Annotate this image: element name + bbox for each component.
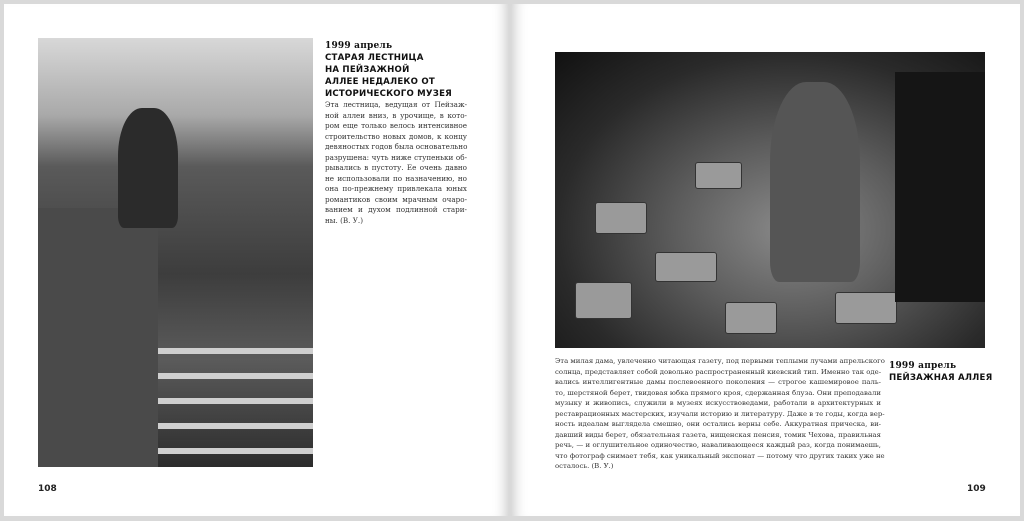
stair-step bbox=[138, 448, 313, 454]
caption-year: 1999 апрель bbox=[325, 41, 393, 51]
right-caption-body bbox=[555, 356, 885, 472]
photo-woman-reading-on-stone-path bbox=[555, 52, 985, 348]
paving-stone bbox=[595, 202, 647, 234]
body-line: не использовали по назначению, но bbox=[325, 173, 467, 183]
left-caption-title bbox=[325, 40, 452, 100]
body-line: ной аллеи вниз, в урочище, в кото- bbox=[325, 110, 467, 120]
caption-year: 1999 апрель bbox=[889, 361, 957, 371]
paving-stone bbox=[725, 302, 777, 334]
bushes bbox=[895, 72, 985, 302]
body-line: Эта милая дама, увлеченно читающая газету, под первыми теплыми лучами апрельского bbox=[555, 357, 885, 365]
body-line: романтиков своим мрачным очаро- bbox=[325, 194, 467, 204]
woman-figure bbox=[770, 82, 860, 282]
body-line: что фотограф снимает тебя, как уникальный экспонат — потому что других таких уже не bbox=[555, 451, 885, 460]
page-number: 108 bbox=[38, 484, 57, 494]
body-line: ванием и духом подлинной стари- bbox=[325, 205, 467, 214]
right-caption-title bbox=[889, 360, 992, 384]
body-line: рывались в пустоту. Ее очень давно bbox=[325, 163, 467, 172]
body-line: строительство новых домов, к концу bbox=[325, 131, 467, 141]
body-line: вались интеллигентные дамы послевоенного поколения — строгое кашемировое паль- bbox=[555, 378, 881, 386]
body-line: музыку и живопись, служили в музеях искусствоведами, работали в архитектурных и bbox=[555, 399, 881, 407]
body-line: ны. (В. У.) bbox=[325, 215, 364, 225]
paving-stone bbox=[695, 162, 742, 189]
body-line: разрушена: чуть ниже ступеньки об- bbox=[325, 152, 467, 162]
caption-title-line: ИСТОРИЧЕСКОГО МУЗЕЯ bbox=[325, 89, 452, 99]
body-line: Эта лестница, ведущая от Пейзаж- bbox=[325, 100, 467, 109]
body-line: давший виды берет, обязательная газета, нищенская пенсия, томик Чехова, правильная bbox=[555, 430, 881, 439]
body-line: девяностых годов была основательно bbox=[325, 142, 468, 151]
stair-step bbox=[138, 373, 313, 379]
paving-stone bbox=[655, 252, 717, 282]
body-line: то, шерстяной берет, твидовая юбка прямого кроя, сдержанная блуза. Они преподавали bbox=[555, 388, 881, 397]
body-line: реставрационных мастерских, изучали историю и литературу. Даже в те годы, когда вер- bbox=[555, 409, 885, 418]
wooden-platform bbox=[38, 208, 158, 467]
body-line: речь, — и оглушительное одиночество, наваливающееся каждый раз, когда понимаешь, bbox=[555, 441, 881, 449]
paving-stone bbox=[835, 292, 897, 324]
page-number: 109 bbox=[967, 484, 986, 494]
photo-girl-on-old-staircase bbox=[38, 38, 313, 467]
caption-title-line: НА ПЕЙЗАЖНОЙ bbox=[325, 65, 410, 75]
stair-step bbox=[138, 398, 313, 404]
left-page bbox=[4, 4, 509, 516]
body-line: ром еще только велось интенсивное bbox=[325, 121, 467, 130]
caption-title-line: СТАРАЯ ЛЕСТНИЦА bbox=[325, 53, 424, 63]
body-line: она по-прежнему привлекала юных bbox=[325, 184, 467, 193]
caption-title-line: ПЕЙЗАЖНАЯ АЛЛЕЯ bbox=[889, 373, 993, 383]
body-line: ность идеалам выглядела смешно, они остались верны себе. Аккуратная прическа, ви- bbox=[555, 420, 881, 428]
girl-figure bbox=[118, 108, 178, 228]
left-caption-body bbox=[325, 100, 467, 226]
stair-step bbox=[138, 348, 313, 354]
right-page bbox=[511, 4, 1020, 516]
stair-step bbox=[138, 423, 313, 429]
body-line: осталось. (В. У.) bbox=[555, 462, 614, 470]
body-line: солнца, представляет собой довольно распространенный киевский тип. Именно так оде- bbox=[555, 367, 882, 376]
caption-title-line: АЛЛЕЕ НЕДАЛЕКО ОТ bbox=[325, 77, 435, 87]
paving-stone bbox=[575, 282, 632, 319]
